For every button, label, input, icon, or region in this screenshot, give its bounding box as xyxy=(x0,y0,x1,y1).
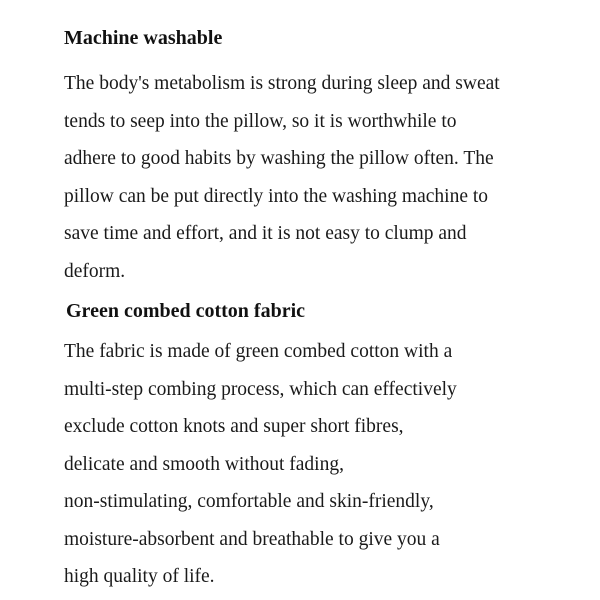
section-body-machine-washable xyxy=(64,65,584,290)
body-line: The body's metabolism is strong during sleep and sweat xyxy=(64,73,500,94)
body-line: non-stimulating, comfortable and skin-friendly, xyxy=(64,491,434,512)
body-line: multi-step combing process, which can effectively xyxy=(64,378,457,400)
body-line: pillow can be put directly into the washing machine to xyxy=(64,185,489,207)
section-body-green-combed-cotton xyxy=(64,333,584,596)
body-line: adhere to good habits by washing the pillow often. The xyxy=(64,148,494,169)
section-title-machine-washable: Machine washable xyxy=(64,27,223,49)
body-line: moisture-absorbent and breathable to give you a xyxy=(64,528,440,550)
body-line: high quality of life. xyxy=(64,566,215,587)
body-line: The fabric is made of green combed cotton with a xyxy=(64,341,453,362)
body-line: delicate and smooth without fading, xyxy=(64,453,344,475)
section-title-green-combed-cotton: Green combed cotton fabric xyxy=(66,300,306,322)
body-line: deform. xyxy=(64,260,126,282)
body-line: exclude cotton knots and super short fibres, xyxy=(64,416,404,437)
body-line: save time and effort, and it is not easy to clump and xyxy=(64,223,467,244)
body-line: tends to seep into the pillow, so it is worthwhile to xyxy=(64,110,457,132)
